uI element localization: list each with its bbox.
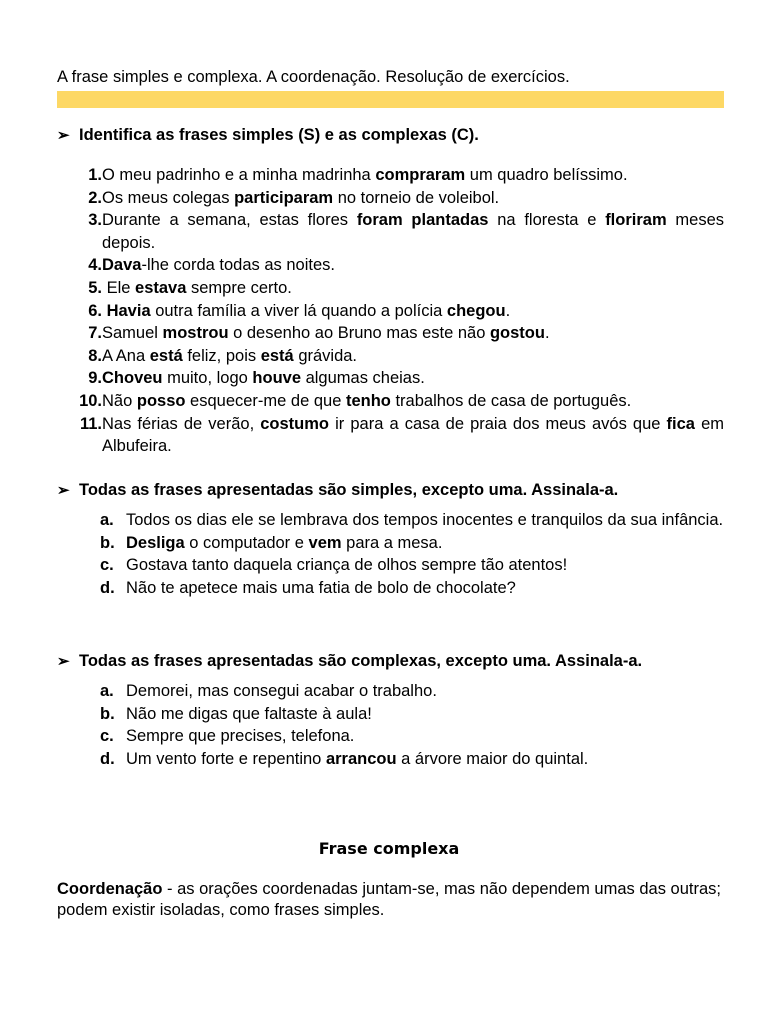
text-run: feliz, pois: [182, 346, 261, 365]
item-number: b.: [100, 704, 115, 723]
item-text: [126, 554, 724, 577]
bold-verb: participaram: [234, 188, 334, 207]
item-text: [126, 680, 724, 703]
item-number: 10.: [79, 391, 102, 410]
text-run: Não: [102, 391, 137, 410]
text-run: para a mesa.: [341, 533, 443, 552]
item-number: 3.: [88, 211, 102, 230]
list-item: [57, 322, 724, 345]
item-number: a.: [100, 682, 114, 700]
text-run: Todos os dias ele se lembrava dos tempos inocentes e tranquilos da sua infância.: [126, 511, 724, 529]
list-item: [57, 300, 724, 323]
item-number: 5.: [88, 278, 102, 297]
text-run: Não te apetece mais uma fatia de bolo de chocolate?: [126, 578, 516, 597]
bold-verb: gostou: [489, 324, 545, 343]
text-run: -lhe corda todas as noites.: [141, 256, 335, 275]
section-subtitle: Frase complexa: [318, 839, 460, 858]
item-number: 1.: [88, 166, 102, 184]
text-run: Nas férias de verão,: [102, 414, 261, 433]
text-run: meses depois.: [102, 211, 729, 252]
text-run: esquecer-me de que: [185, 391, 346, 410]
item-number: c.: [100, 556, 114, 575]
item-number: 6.: [88, 301, 102, 320]
item-text: [126, 725, 724, 748]
item-number: b.: [100, 533, 115, 552]
text-run: Durante a semana, estas flores: [102, 211, 357, 230]
item-number: 8.: [88, 346, 102, 365]
item-number: a.: [100, 511, 114, 529]
exercise-list-1: [57, 164, 729, 458]
text-run: um quadro belíssimo.: [465, 166, 628, 184]
bold-verb: Desliga: [126, 533, 185, 552]
bold-verb: chegou: [446, 301, 506, 320]
text-run: outra família a viver lá quando a polícia: [150, 301, 447, 320]
text-run: Sempre que precises, telefona.: [126, 727, 355, 746]
text-run: na floresta e: [488, 211, 606, 230]
item-number: d.: [100, 749, 115, 768]
bold-verb: está: [149, 346, 183, 365]
list-item: [57, 277, 724, 300]
item-number: 4.: [88, 256, 102, 275]
definition-paragraph: [57, 879, 724, 921]
bold-verb: Choveu: [102, 369, 163, 388]
item-text: [126, 748, 724, 771]
bold-verb: floriram: [605, 211, 667, 230]
text-run: muito, logo: [162, 369, 253, 388]
item-text: [102, 390, 724, 413]
bold-verb: arrancou: [325, 749, 397, 768]
item-text: [102, 254, 724, 277]
list-item: [57, 367, 724, 390]
item-text: [102, 187, 724, 210]
definition-term: Coordenação: [57, 880, 163, 898]
list-item: [57, 187, 724, 210]
section-heading-2: [57, 481, 618, 500]
text-run: algumas cheias.: [301, 369, 425, 388]
list-item: [57, 413, 728, 458]
item-text: [102, 300, 724, 323]
list-item: [100, 577, 724, 600]
text-run: Um vento forte e repentino: [126, 749, 326, 768]
exercise-list-3: [100, 680, 724, 770]
item-text: [102, 277, 724, 300]
text-run: ir para a casa de praia dos meus avós que: [329, 414, 667, 433]
item-number: 7.: [88, 324, 102, 343]
text-run: .: [544, 324, 550, 343]
heading-text: Todas as frases apresentadas são simples, excepto uma. Assinala-a.: [79, 481, 619, 499]
text-run: Não me digas que faltaste à aula!: [126, 704, 372, 723]
item-text: [102, 367, 724, 390]
list-item: [100, 703, 724, 726]
text-run: trabalhos de casa de português.: [390, 391, 632, 410]
heading-text: Todas as frases apresentadas são complexas, excepto uma. Assinala-a.: [79, 652, 643, 670]
text-run: o computador e: [184, 533, 309, 552]
text-run: Demorei, mas consegui acabar o trabalho.: [126, 682, 437, 700]
list-item: [100, 725, 724, 748]
bold-verb: fica: [666, 414, 695, 433]
text-run: Os meus colegas: [102, 188, 235, 207]
highlight-bar: [57, 91, 724, 108]
item-text: [126, 577, 724, 600]
bold-verb: tenho: [345, 391, 391, 410]
item-text: [102, 164, 724, 187]
arrow-bullet-icon: ➢: [57, 653, 70, 670]
section-heading-3: [57, 652, 642, 671]
item-text: [102, 345, 724, 368]
bold-verb: houve: [252, 369, 301, 388]
list-item: [100, 509, 724, 532]
item-number: 2.: [88, 188, 102, 207]
bold-verb: Dava: [102, 256, 142, 275]
item-number: 9.: [88, 369, 102, 388]
text-run: a árvore maior do quintal.: [396, 749, 589, 768]
item-text: [126, 509, 724, 532]
item-number: c.: [100, 727, 114, 746]
text-run: no torneio de voleibol.: [333, 188, 500, 207]
item-text: [102, 322, 724, 345]
item-text: [102, 209, 729, 254]
bold-verb: Havia: [106, 301, 151, 320]
text-run: sempre certo.: [186, 278, 292, 297]
item-number: d.: [100, 578, 115, 597]
text-run: em Albufeira.: [102, 414, 728, 456]
list-item: [57, 345, 724, 368]
page-title: A frase simples e complexa. A coordenação. Resolução de exercícios.: [57, 68, 570, 86]
list-item: [100, 748, 724, 771]
item-text: [126, 703, 724, 726]
bold-verb: mostrou: [162, 324, 229, 343]
bold-verb: costumo: [260, 414, 330, 433]
heading-text: Identifica as frases simples (S) e as complexas (C).: [79, 126, 479, 144]
list-item: [100, 680, 724, 703]
list-item: [57, 164, 724, 187]
item-number: 11.: [79, 414, 102, 433]
list-item: [100, 554, 724, 577]
list-item: [57, 209, 729, 254]
definition-text: - as orações coordenadas juntam-se, mas não dependem umas das outras; podem existir isoladas, como frases simples.: [57, 880, 721, 919]
list-item: [57, 390, 724, 413]
bold-verb: estava: [135, 278, 187, 297]
item-text: [102, 413, 728, 458]
bold-verb: posso: [136, 391, 186, 410]
text-run: .: [505, 301, 511, 320]
text-run: grávida.: [293, 346, 358, 365]
item-text: [126, 532, 724, 555]
text-run: Gostava tanto daquela criança de olhos sempre tão atentos!: [126, 556, 568, 575]
list-item: [57, 254, 724, 277]
text-run: Samuel: [102, 324, 163, 343]
list-item: [100, 532, 724, 555]
bold-verb: está: [260, 346, 294, 365]
text-run: O meu padrinho e a minha madrinha: [102, 166, 376, 184]
arrow-bullet-icon: ➢: [57, 127, 70, 144]
arrow-bullet-icon: ➢: [57, 482, 70, 499]
text-run: o desenho ao Bruno mas este não: [228, 324, 490, 343]
text-run: Ele: [102, 278, 136, 297]
bold-verb: vem: [308, 533, 342, 552]
section-heading-1: [57, 126, 479, 145]
bold-verb: foram plantadas: [356, 211, 489, 230]
exercise-list-2: [100, 509, 724, 599]
text-run: A Ana: [102, 346, 150, 365]
bold-verb: compraram: [375, 166, 466, 184]
